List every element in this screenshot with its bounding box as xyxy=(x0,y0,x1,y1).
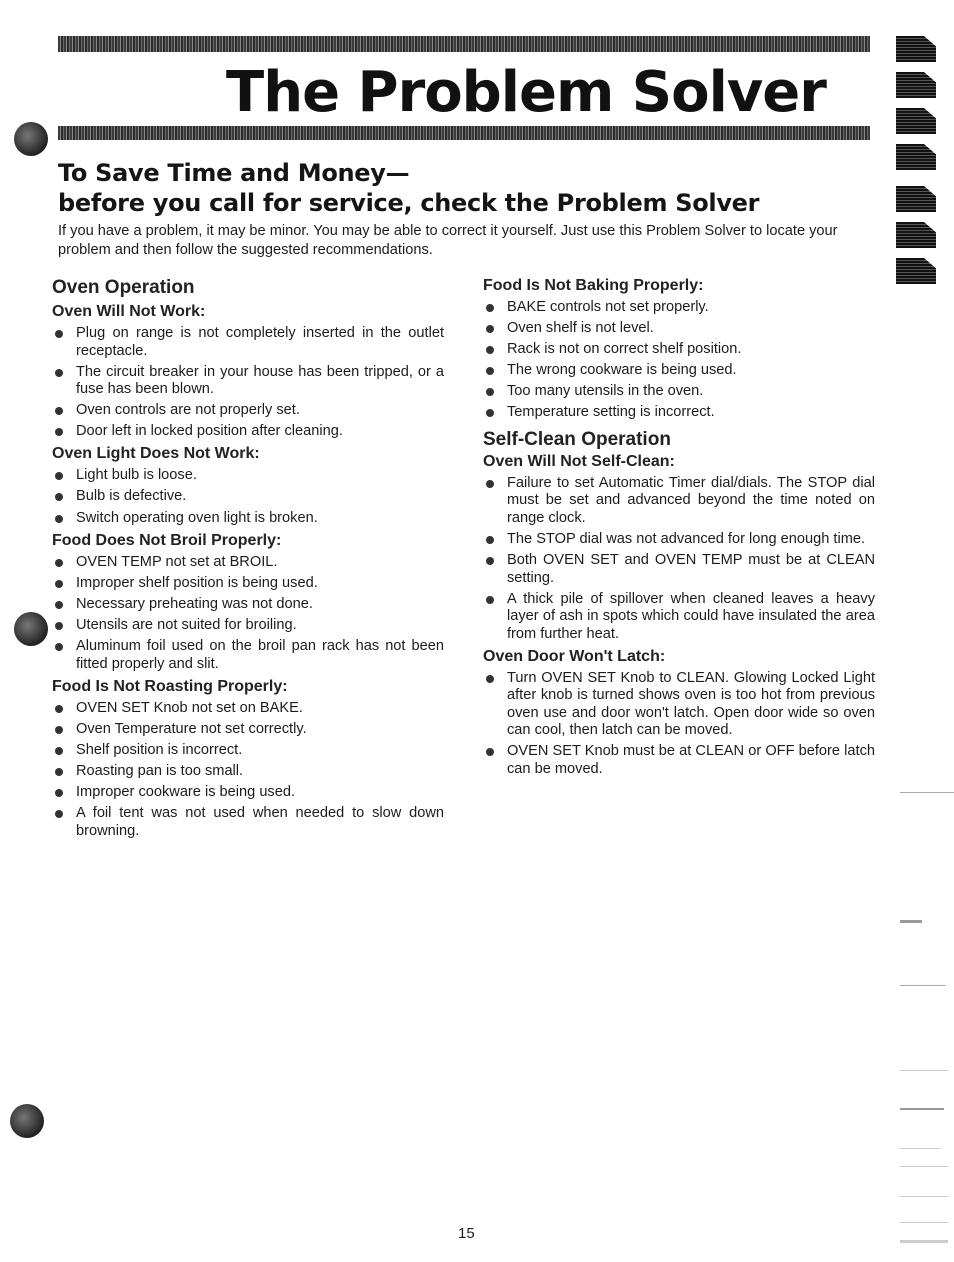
binder-hole xyxy=(10,1104,44,1138)
subheading-oven-light-does-not-work: Oven Light Does Not Work: xyxy=(52,445,260,463)
list-item: Oven shelf is not level. xyxy=(483,320,875,338)
headline-line-1: To Save Time and Money— xyxy=(58,159,410,187)
index-tab xyxy=(896,72,936,98)
list-item: Improper cookware is being used. xyxy=(52,784,444,802)
subheading-oven-will-not-work: Oven Will Not Work: xyxy=(52,303,206,320)
problem-list xyxy=(52,467,444,527)
problem-list xyxy=(52,554,444,673)
margin-rule xyxy=(900,1240,948,1243)
list-item: OVEN TEMP not set at BROIL. xyxy=(52,554,444,572)
headline-line-2: before you call for service, check the Problem Solver xyxy=(58,189,760,217)
subheading-food-not-roasting: Food Is Not Roasting Properly: xyxy=(52,677,288,695)
margin-rule xyxy=(900,1222,948,1223)
list-item: BAKE controls not set properly. xyxy=(483,299,875,317)
margin-rule xyxy=(900,792,954,793)
list-item: Plug on range is not completely inserted in the outlet receptacle. xyxy=(52,325,444,360)
list-item: The wrong cookware is being used. xyxy=(483,362,875,380)
list-item: OVEN SET Knob must be at CLEAN or OFF before latch can be moved. xyxy=(483,743,875,778)
index-tab xyxy=(896,108,936,134)
list-item: A foil tent was not used when needed to slow down browning. xyxy=(52,805,444,840)
margin-rule xyxy=(900,920,922,923)
problem-list xyxy=(52,325,444,441)
section-title-self-clean: Self-Clean Operation xyxy=(483,428,671,450)
list-item: Improper shelf position is being used. xyxy=(52,575,444,593)
index-tab xyxy=(896,258,936,284)
section-title-oven-operation: Oven Operation xyxy=(52,277,195,298)
subheading-food-does-not-broil: Food Does Not Broil Properly: xyxy=(52,531,282,549)
list-item: Oven controls are not properly set. xyxy=(52,402,444,420)
list-item: A thick pile of spillover when cleaned leaves a heavy layer of ash in spots which could have insulated the area from further heat. xyxy=(483,591,875,644)
list-item: Utensils are not suited for broiling. xyxy=(52,617,444,635)
list-item: Door left in locked position after cleaning. xyxy=(52,423,444,441)
list-item: Rack is not on correct shelf position. xyxy=(483,341,875,359)
right-column xyxy=(483,276,875,782)
problem-list xyxy=(483,299,875,422)
list-item: Too many utensils in the oven. xyxy=(483,383,875,401)
list-item: Temperature setting is incorrect. xyxy=(483,404,875,422)
left-column xyxy=(52,276,444,844)
margin-rule xyxy=(900,1166,948,1167)
headline xyxy=(58,158,759,218)
binder-hole xyxy=(14,122,48,156)
list-item: The circuit breaker in your house has been tripped, or a fuse has been blown. xyxy=(52,364,444,399)
list-item: OVEN SET Knob not set on BAKE. xyxy=(52,700,444,718)
margin-rule xyxy=(900,985,946,986)
header-bar-bottom xyxy=(58,126,870,140)
subheading-oven-will-not-self-clean: Oven Will Not Self-Clean: xyxy=(483,452,675,470)
list-item: Turn OVEN SET Knob to CLEAN. Glowing Locked Light after knob is turned shows oven is too hot from previous oven use and door won't latch. Open door wide so oven can cool, then latch can be moved. xyxy=(483,670,875,740)
subheading-oven-door-wont-latch: Oven Door Won't Latch: xyxy=(483,647,666,665)
list-item: Necessary preheating was not done. xyxy=(52,596,444,614)
problem-list xyxy=(483,670,875,779)
index-tab xyxy=(896,186,936,212)
index-tab xyxy=(896,36,936,62)
subheading-food-not-baking: Food Is Not Baking Properly: xyxy=(483,277,704,294)
intro-paragraph: If you have a problem, it may be minor. You may be able to correct it yourself. Just use this Problem Solver to locate your problem and then follow the suggested recommendations. xyxy=(58,223,838,258)
list-item: Both OVEN SET and OVEN TEMP must be at CLEAN setting. xyxy=(483,552,875,587)
margin-rule xyxy=(900,1148,940,1149)
binder-hole xyxy=(14,612,48,646)
margin-rule xyxy=(900,1070,948,1071)
list-item: Shelf position is incorrect. xyxy=(52,742,444,760)
list-item: Oven Temperature not set correctly. xyxy=(52,721,444,739)
list-item: Failure to set Automatic Timer dial/dials. The STOP dial must be set and advanced beyond the time noted on range clock. xyxy=(483,475,875,528)
list-item: Switch operating oven light is broken. xyxy=(52,510,444,528)
list-item: Light bulb is loose. xyxy=(52,467,444,485)
page-title: The Problem Solver xyxy=(226,60,826,125)
list-item: Bulb is defective. xyxy=(52,488,444,506)
margin-rule xyxy=(900,1196,948,1197)
list-item: Roasting pan is too small. xyxy=(52,763,444,781)
section-index-tabs xyxy=(896,36,936,294)
margin-rule xyxy=(900,1108,944,1110)
index-tab xyxy=(896,222,936,248)
list-item: The STOP dial was not advanced for long enough time. xyxy=(483,531,875,549)
header-bar-top xyxy=(58,36,870,52)
problem-list xyxy=(483,475,875,643)
list-item: Aluminum foil used on the broil pan rack has not been fitted properly and slit. xyxy=(52,638,444,673)
index-tab xyxy=(896,144,936,170)
page-number: 15 xyxy=(458,1225,475,1242)
problem-list xyxy=(52,700,444,840)
